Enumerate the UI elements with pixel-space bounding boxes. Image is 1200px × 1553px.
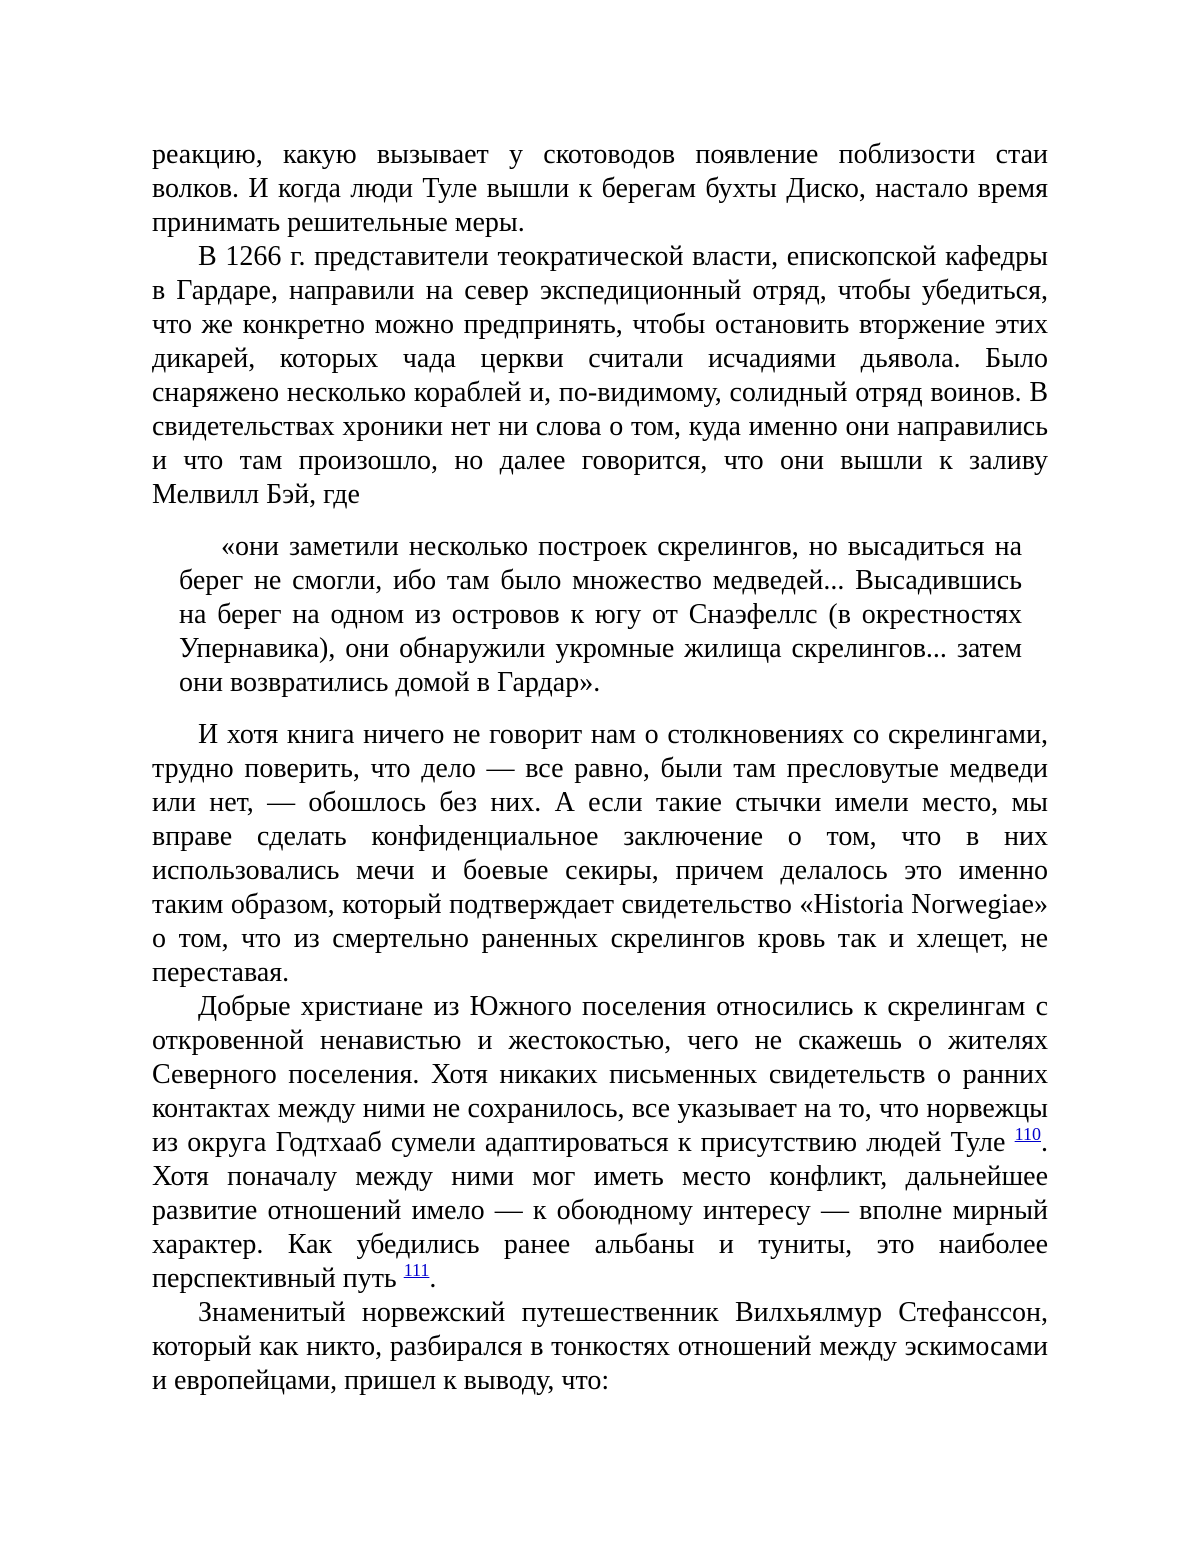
paragraph-expedition: В 1266 г. представители теократической власти, епископской кафедры в Гардаре, направили на север экспедиционный отряд, чтобы убедиться, что же конкретно можно предпринять, чтобы остановить вторжение этих дикарей, которых чада церкви считали исчадиями дьявола. Было снаряжено несколько кораблей и, по-видимому, солидный отряд воинов. В свидетельствах хроники нет ни слова о том, куда именно они направились и что там произошло, но далее говорится, что они вышли к заливу Мелвилл Бэй, где xyxy=(152,241,1048,510)
block-quote: «они заметили несколько построек скрелингов, но высадиться на берег не смогли, ибо там было множество медведей... Высадившись на берег на одном из островов к югу от Снаэфеллс (в окрестностях Упернавика), они обнаружили укромные жилища скрелингов... затем они возвратились домой в Гардар». xyxy=(179,531,1022,698)
paragraph-stefansson: Знаменитый норвежский путешественник Вилхьялмур Стефанссон, который как никто, разбирался в тонкостях отношений между эскимосами и европейцами, пришел к выводу, что: xyxy=(152,1297,1048,1396)
paragraph-settlements xyxy=(152,990,1048,1296)
paragraph-continuation: реакцию, какую вызывает у скотоводов появление поблизости стаи волков. И когда люди Туле вышли к берегам бухты Диско, настало время принимать решительные меры. xyxy=(152,139,1048,238)
paragraph-settlements-part-a: Добрые христиане из Южного поселения относились к скрелингам с откровенной ненавистью и жестокостью, чего не скажешь о жителях Северного поселения. Хотя никаких письменных свидетельств о ранних контактах между ними не сохранилось, все указывает на то, что норвежцы из округа Годтхааб сумели адаптироваться к присутствию людей Туле xyxy=(152,991,1048,1158)
paragraph-settlements-part-c: . xyxy=(429,1263,437,1294)
paragraph-skirmishes: И хотя книга ничего не говорит нам о столкновениях со скрелингами, трудно поверить, что дело — все равно, были там пресловутые медведи или нет, — обошлось без них. А если такие стычки имели место, мы вправе сделать конфиденциальное заключение о том, что в них использовались мечи и боевые секиры, причем делалось это именно таким образом, который подтверждает свидетельство «Historia Norwegiae» о том, что из смертельно раненных скрелингов кровь так и хлещет, не переставая. xyxy=(152,719,1048,988)
footnote-link-111[interactable]: 111 xyxy=(403,1260,430,1280)
document-page xyxy=(152,138,1048,1398)
paragraph-settlements-part-b: . Хотя поначалу между ними мог иметь место конфликт, дальнейшее развитие отношений имело — к обоюдному интересу — вполне мирный характер. Как убедились ранее альбаны и туниты, это наиболее перспективный путь xyxy=(152,1127,1048,1294)
footnote-link-110[interactable]: 110 xyxy=(1014,1124,1041,1144)
